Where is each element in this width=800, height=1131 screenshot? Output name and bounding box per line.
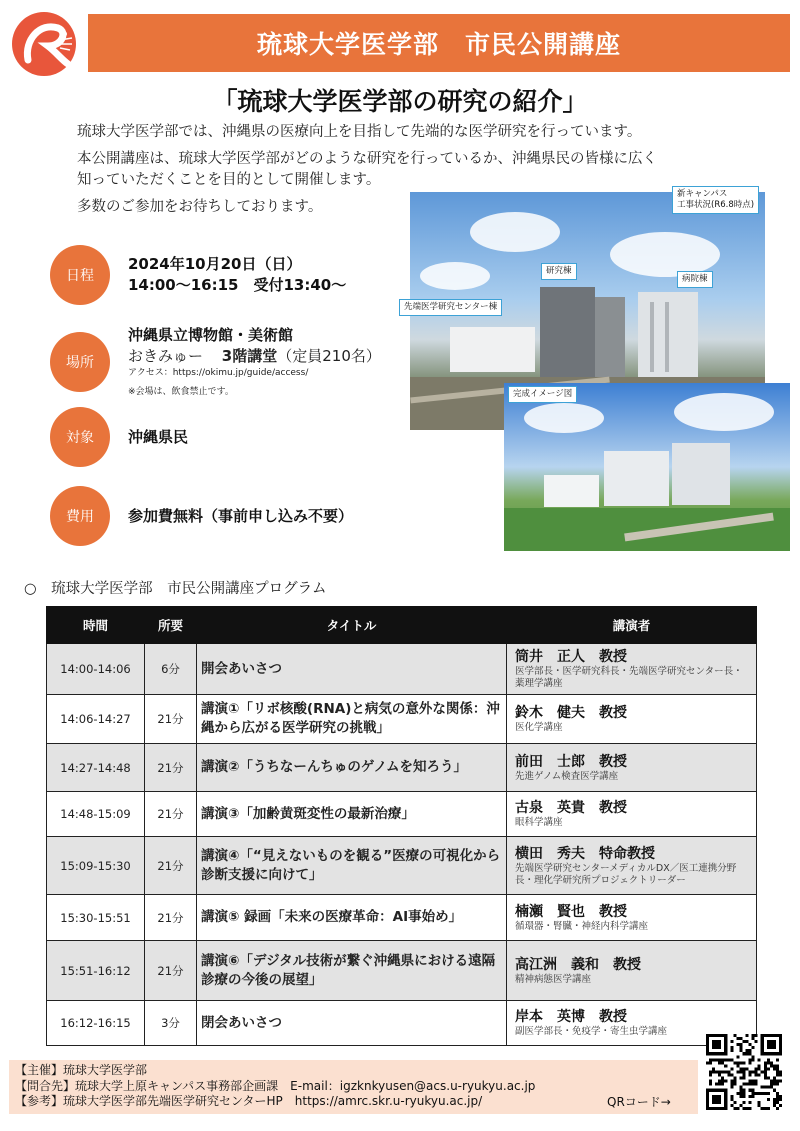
info-date (50, 245, 346, 305)
speaker-name: 楠瀬 賢也 教授 (515, 903, 627, 920)
row-time: 14:00-14:06 (47, 644, 145, 695)
speaker-name: 古泉 英貴 教授 (515, 800, 627, 816)
qr-code[interactable] (706, 1034, 782, 1110)
speaker-name: 高江洲 義和 教授 (515, 956, 641, 973)
callout-text: 新キャンパス (677, 189, 728, 199)
table-row (47, 644, 757, 695)
row-duration: 21分 (145, 744, 197, 792)
venue-name: 沖縄県立博物館・美術館 (128, 326, 294, 344)
table-row (47, 792, 757, 837)
row-title: 講演①「リボ核酸(RNA)と病気の意外な関係：沖縄から広がる医学研究の挑戦」 (197, 695, 507, 744)
venue-hall: 3階講堂 (221, 347, 278, 365)
row-speaker (507, 695, 757, 744)
row-time: 15:09-15:30 (47, 837, 145, 895)
table-row (47, 1001, 757, 1046)
column-header: タイトル (197, 607, 507, 644)
target-value: 沖縄県民 (128, 427, 189, 446)
row-title: 講演②「うちなーんちゅのゲノムを知ろう」 (197, 744, 507, 792)
table-row (47, 744, 757, 792)
row-time: 16:12-16:15 (47, 1001, 145, 1046)
footer-organizer: 【主催】琉球大学医学部 (15, 1063, 148, 1077)
date-line: 2024年10月20日（日） (128, 255, 302, 273)
row-duration: 21分 (145, 895, 197, 941)
intro-paragraph: 知っていただくことを目的として開催します。 (77, 172, 381, 188)
place-label: 場所 (50, 332, 110, 392)
row-speaker (507, 895, 757, 941)
callout-image: 完成イメージ図 (508, 386, 577, 403)
speaker-name: 筒井 正人 教授 (515, 649, 627, 665)
date-label: 日程 (50, 245, 110, 305)
row-title: 講演⑤ 録画「未来の医療革命：AI事始め」 (197, 895, 507, 941)
page-title: 「琉球大学医学部の研究の紹介」 (212, 87, 588, 116)
callout-research: 研究棟 (541, 263, 577, 280)
venue-room (128, 346, 381, 367)
venue-nickname: おきみゅー (128, 347, 204, 365)
row-title: 閉会あいさつ (197, 1001, 507, 1046)
row-duration: 6分 (145, 644, 197, 695)
footer-contact: 【問合先】琉球大学上原キャンパス事務部企画課 E-mail：igzknkyusen@acs.u-ryukyu.ac.jp (15, 1078, 536, 1093)
speaker-affiliation: 循環器・腎臓・神経内科学講座 (515, 920, 649, 932)
row-duration: 21分 (145, 941, 197, 1001)
row-duration: 21分 (145, 837, 197, 895)
table-row (47, 895, 757, 941)
speaker-affiliation: 医化学講座 (515, 722, 563, 733)
speaker-affiliation: 精神病態医学講座 (515, 973, 592, 985)
row-speaker (507, 941, 757, 1001)
contact-footer (9, 1060, 698, 1114)
row-title: 開会あいさつ (197, 644, 507, 695)
speaker-affiliation: 副医学部長・免疫学・寄生虫学講座 (515, 1026, 668, 1037)
row-title: 講演④「“見えないものを観る”医療の可視化から診断支援に向けて」 (197, 837, 507, 895)
time-line: 14:00〜16:15 受付13:40〜 (128, 276, 347, 294)
row-title: 講演③「加齢黄斑変性の最新治療」 (197, 792, 507, 837)
info-place (50, 325, 381, 399)
program-heading: ○ 琉球大学医学部 市民公開講座プログラム (24, 581, 327, 597)
qr-label: QRコード→ (607, 1095, 671, 1109)
footer-reference: 【参考】琉球大学医学部先端医学研究センターHP https://amrc.skr.u-ryukyu.ac.jp/ (15, 1094, 483, 1108)
row-time: 15:51-16:12 (47, 941, 145, 1001)
intro-paragraph: 多数のご参加をお待ちしております。 (77, 199, 323, 215)
column-header: 時間 (47, 607, 145, 644)
speaker-name: 鈴木 健夫 教授 (515, 705, 627, 721)
row-speaker (507, 792, 757, 837)
info-target (50, 407, 188, 467)
row-time: 14:27-14:48 (47, 744, 145, 792)
table-row (47, 695, 757, 744)
fee-label: 費用 (50, 486, 110, 546)
venue-capacity: （定員210名） (277, 347, 381, 365)
intro-paragraph: 本公開講座は、琉球大学医学部がどのような研究を行っているか、沖縄県民の皆様に広く (77, 151, 657, 167)
university-logo (10, 10, 78, 78)
callout-center: 先端医学研究センター棟 (399, 299, 502, 316)
banner-title: 琉球大学医学部 市民公開講座 (88, 14, 790, 72)
row-time: 15:30-15:51 (47, 895, 145, 941)
callout-campus (672, 186, 759, 214)
venue-note: ※会場は、飲食禁止です。 (128, 387, 234, 397)
campus-rendering-photo (504, 383, 790, 551)
fee-value: 参加費無料（事前申し込み不要） (128, 506, 354, 525)
speaker-affiliation: 先端医学研究センターメディカルDX／医工連携分野長・理化学研究所プロジェクトリーダー (515, 862, 737, 886)
row-speaker (507, 837, 757, 895)
speaker-affiliation: 先進ゲノム検査医学講座 (515, 770, 619, 782)
table-row (47, 941, 757, 1001)
callout-hospital: 病院棟 (677, 271, 713, 288)
column-header: 所要 (145, 607, 197, 644)
row-title: 講演⑥「デジタル技術が繋ぐ沖縄県における遠隔診療の今後の展望」 (197, 941, 507, 1001)
speaker-name: 岸本 英博 教授 (515, 1009, 627, 1025)
row-time: 14:48-15:09 (47, 792, 145, 837)
row-duration: 21分 (145, 792, 197, 837)
speaker-name: 横田 秀夫 特命教授 (515, 845, 655, 862)
column-header: 講演者 (507, 607, 757, 644)
table-row (47, 837, 757, 895)
intro-paragraph: 琉球大学医学部では、沖縄県の医療向上を目指して先端的な医学研究を行っています。 (77, 124, 642, 140)
speaker-affiliation: 眼科学講座 (515, 817, 563, 828)
row-duration: 21分 (145, 695, 197, 744)
row-time: 14:06-14:27 (47, 695, 145, 744)
callout-text: 工事状況(R6.8時点) (677, 200, 755, 210)
row-speaker (507, 644, 757, 695)
program-table (46, 606, 757, 1046)
row-speaker (507, 744, 757, 792)
speaker-name: 前田 士郎 教授 (515, 753, 627, 770)
row-duration: 3分 (145, 1001, 197, 1046)
speaker-affiliation: 医学部長・医学研究科長・先端医学研究センター長・薬理学講座 (515, 666, 743, 689)
info-fee (50, 486, 353, 546)
access-info: アクセス：https://okimu.jp/guide/access/ (128, 368, 309, 378)
target-label: 対象 (50, 407, 110, 467)
